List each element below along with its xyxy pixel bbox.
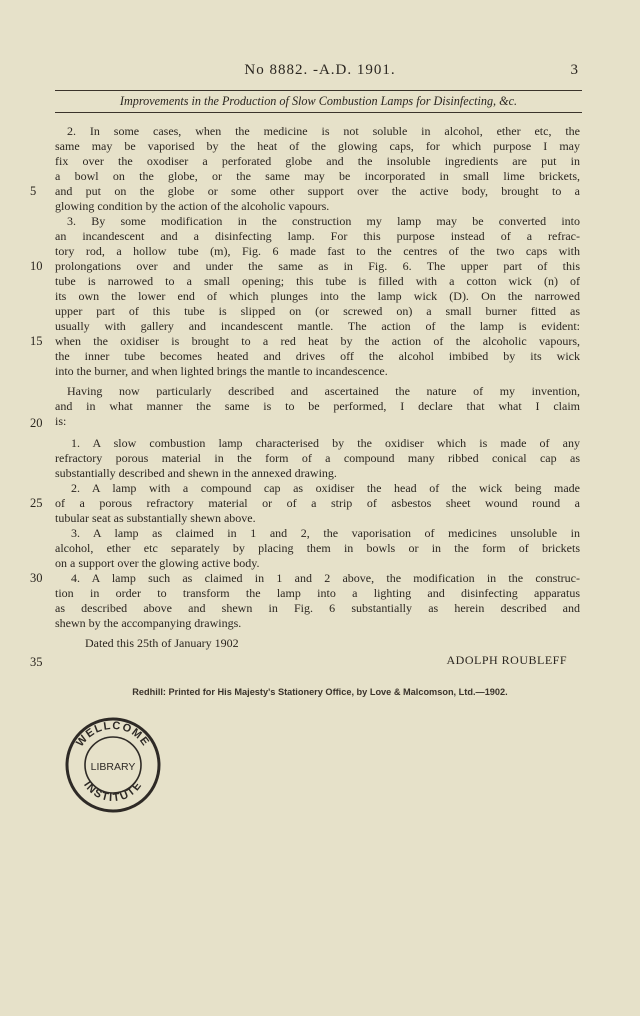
claim-line: as described above and shewn in Fig. 6 substantially as herein described and [55, 601, 580, 615]
body-line: into the burner, and when lighted brings the mantle to incandescence. [55, 364, 388, 378]
claim-line: shewn by the accompanying drawings. [55, 616, 242, 630]
patent-number-title: No 8882. -A.D. 1901. [244, 62, 396, 78]
claim-line: tion in order to transform the lamp into a lighting and disinfecting apparatus [55, 586, 580, 600]
body-line: and in what manner the same is to be performed, I declare that what I claim [55, 399, 580, 413]
svg-text:INSTITUTE [81, 779, 145, 804]
claim-line: refractory porous material in the form of a compound many ribbed conical cap as [55, 451, 580, 465]
body-line: usually with gallery and incandescent mantle. The action of the lamp is evident: [55, 319, 580, 333]
claim-line: tubular seat as substantially shewn above. [55, 511, 256, 525]
claim-line: substantially described and shewn in the annexed drawing. [55, 466, 337, 480]
stamp-center-text: LIBRARY [90, 761, 136, 773]
body-line: 3. By some modification in the construction my lamp may be converted into [67, 214, 580, 228]
body-line: its own the lower end of which plunges into the lamp wick (D). On the narrowed [55, 289, 580, 303]
library-stamp [63, 715, 163, 815]
signature-name: ADOLPH ROUBLEFF [446, 653, 567, 667]
document-subtitle: Improvements in the Production of Slow Combustion Lamps for Disinfecting, &c. [119, 94, 518, 108]
body-line: fix over the oxodiser a perforated globe and the insoluble ingredients are put in [55, 154, 580, 168]
claim-line: on a support over the glowing active body. [55, 556, 260, 570]
body-line: an incandescent and a disinfecting lamp. For this purpose instead of a refrac- [55, 229, 580, 243]
margin-line-number: 15 [30, 334, 43, 348]
body-line: glowing condition by the action of the alcoholic vapours. [55, 199, 330, 213]
body-line: prolongations over and under the same as in Fig. 6. The upper part of this [55, 259, 580, 273]
printer-footer: Redhill: Printed for His Majesty's Stationery Office, by Love & Malcomson, Ltd.—1902. [132, 687, 508, 697]
margin-line-number: 5 [30, 184, 37, 198]
page-number: 3 [570, 62, 578, 78]
body-line: a bowl on the globe, or the same may be incorporated in small lime brickets, [55, 169, 580, 183]
claim-line: 1. A slow combustion lamp characterised by the oxidiser which is made of any [71, 436, 580, 450]
body-line: is: [55, 414, 67, 428]
subtitle-rule-top [55, 90, 582, 91]
body-line: tube is narrowed to a small opening; this tube is filled with a cotton wick (n) of [55, 274, 580, 288]
margin-line-number: 25 [30, 496, 43, 510]
claim-line: 4. A lamp such as claimed in 1 and 2 above, the modification in the construc- [71, 571, 580, 585]
claim-line: 2. A lamp with a compound cap as oxidiser the head of the wick being made [71, 481, 580, 495]
claim-line: of a porous refractory material or of a strip of asbestos sheet wound round a [55, 496, 580, 510]
stamp-top-text: WELLCOME [74, 719, 152, 750]
margin-line-number: 35 [30, 655, 43, 669]
stamp-bottom-text: INSTITUTE [81, 778, 145, 805]
svg-text:WELLCOME [74, 720, 152, 749]
claim-line: 3. A lamp as claimed in 1 and 2, the vaporisation of medicines unsoluble in [71, 526, 580, 540]
margin-line-number: 20 [30, 416, 43, 430]
body-line: same may be vaporised by the heat of the glowing caps, for which purpose I may [55, 139, 580, 153]
margin-line-number: 30 [30, 571, 43, 585]
date-line: Dated this 25th of January 1902 [85, 636, 239, 650]
body-line: 2. In some cases, when the medicine is not soluble in alcohol, ether etc, the [67, 124, 580, 138]
body-line: when the oxidiser is brought to a red heat by the action of the alcoholic vapours, [55, 334, 580, 348]
margin-line-number: 10 [30, 259, 43, 273]
body-line: tory rod, a hollow tube (m), Fig. 6 made fast to the centres of the two caps with [55, 244, 580, 258]
body-line: the inner tube becomes heated and drives off the alcohol imbibed by its wick [55, 349, 580, 363]
body-line: upper part of this tube is slipped on (or screwed on) a small burner fitted as [55, 304, 580, 318]
subtitle-rule-bottom [55, 112, 582, 113]
claim-line: alcohol, ether etc separately by placing them in bowls or in the form of brickets [55, 541, 580, 555]
body-line: Having now particularly described and ascertained the nature of my invention, [67, 384, 580, 398]
body-line: and put on the globe or some other support over the active body, brought to a [55, 184, 580, 198]
